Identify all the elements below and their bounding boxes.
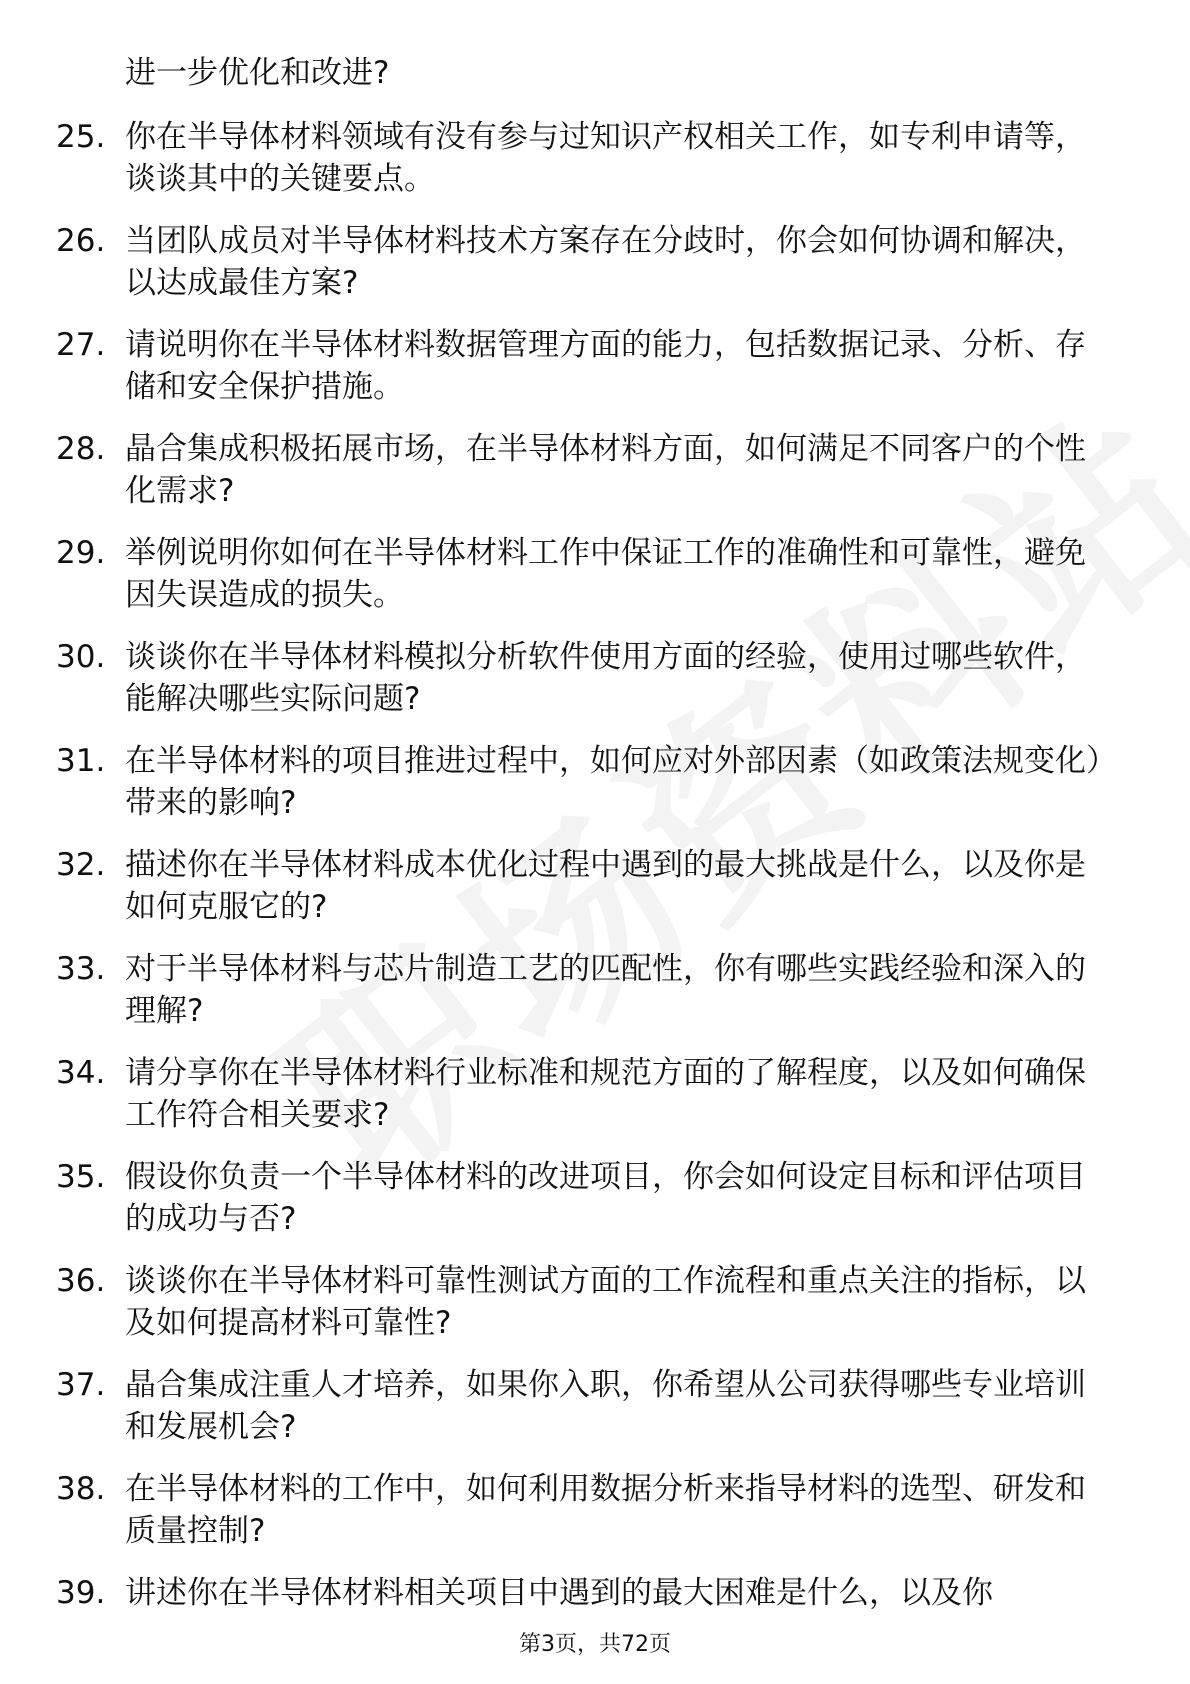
question-number: 29. <box>56 535 106 571</box>
question-text: 在半导体材料的工作中，如何利用数据分析来指导材料的选型、研发和质量控制? <box>125 1471 1086 1549</box>
question-number: 36. <box>56 1263 106 1299</box>
question-item <box>0 1360 1190 1464</box>
question-list <box>0 112 1190 1672</box>
question-item <box>0 1048 1190 1152</box>
question-item <box>0 424 1190 528</box>
question-item <box>0 528 1190 632</box>
continued-question-text: 进一步优化和改进? <box>125 55 390 91</box>
question-text: 讲述你在半导体材料相关项目中遇到的最大困难是什么，以及你 <box>125 1575 993 1611</box>
question-text: 晶合集成注重人才培养，如果你入职，你希望从公司获得哪些专业培训和发展机会? <box>125 1367 1086 1445</box>
question-number: 33. <box>56 951 106 987</box>
question-item <box>0 736 1190 840</box>
question-text: 举例说明你如何在半导体材料工作中保证工作的准确性和可靠性，避免因失误造成的损失。 <box>125 535 1086 613</box>
question-number: 27. <box>56 327 106 363</box>
question-number: 28. <box>56 431 106 467</box>
question-text: 晶合集成积极拓展市场，在半导体材料方面，如何满足不同客户的个性化需求? <box>125 431 1086 509</box>
question-text: 对于半导体材料与芯片制造工艺的匹配性，你有哪些实践经验和深入的理解? <box>125 951 1086 1029</box>
question-number: 31. <box>56 743 106 779</box>
question-item <box>0 112 1190 216</box>
question-number: 35. <box>56 1159 106 1195</box>
question-number: 38. <box>56 1471 106 1507</box>
question-item <box>0 944 1190 1048</box>
question-text: 请说明你在半导体材料数据管理方面的能力，包括数据记录、分析、存储和安全保护措施。 <box>125 327 1086 405</box>
question-item <box>0 1256 1190 1360</box>
question-text: 描述你在半导体材料成本优化过程中遇到的最大挑战是什么，以及你是如何克服它的? <box>125 847 1086 925</box>
question-text: 谈谈你在半导体材料可靠性测试方面的工作流程和重点关注的指标，以及如何提高材料可靠性? <box>125 1263 1086 1341</box>
question-number: 25. <box>56 119 106 155</box>
question-number: 34. <box>56 1055 106 1091</box>
question-text: 在半导体材料的项目推进过程中，如何应对外部因素（如政策法规变化）带来的影响? <box>125 743 1102 821</box>
question-item <box>0 840 1190 944</box>
question-item <box>0 320 1190 424</box>
question-text: 你在半导体材料领域有没有参与过知识产权相关工作，如专利申请等，谈谈其中的关键要点。 <box>125 119 1086 197</box>
question-text: 请分享你在半导体材料行业标准和规范方面的了解程度，以及如何确保工作符合相关要求? <box>125 1055 1086 1133</box>
question-number: 26. <box>56 223 106 259</box>
question-item <box>0 1464 1190 1568</box>
question-item <box>0 1152 1190 1256</box>
question-number: 39. <box>56 1575 106 1611</box>
question-number: 30. <box>56 639 106 675</box>
question-text: 当团队成员对半导体材料技术方案存在分歧时，你会如何协调和解决，以达成最佳方案? <box>125 223 1086 301</box>
question-item <box>0 216 1190 320</box>
question-text: 谈谈你在半导体材料模拟分析软件使用方面的经验，使用过哪些软件，能解决哪些实际问题? <box>125 639 1086 717</box>
question-number: 32. <box>56 847 106 883</box>
page-footer: 第3页，共72页 <box>519 1632 671 1657</box>
question-text: 假设你负责一个半导体材料的改进项目，你会如何设定目标和评估项目的成功与否? <box>125 1159 1086 1237</box>
question-item <box>0 632 1190 736</box>
question-number: 37. <box>56 1367 106 1403</box>
